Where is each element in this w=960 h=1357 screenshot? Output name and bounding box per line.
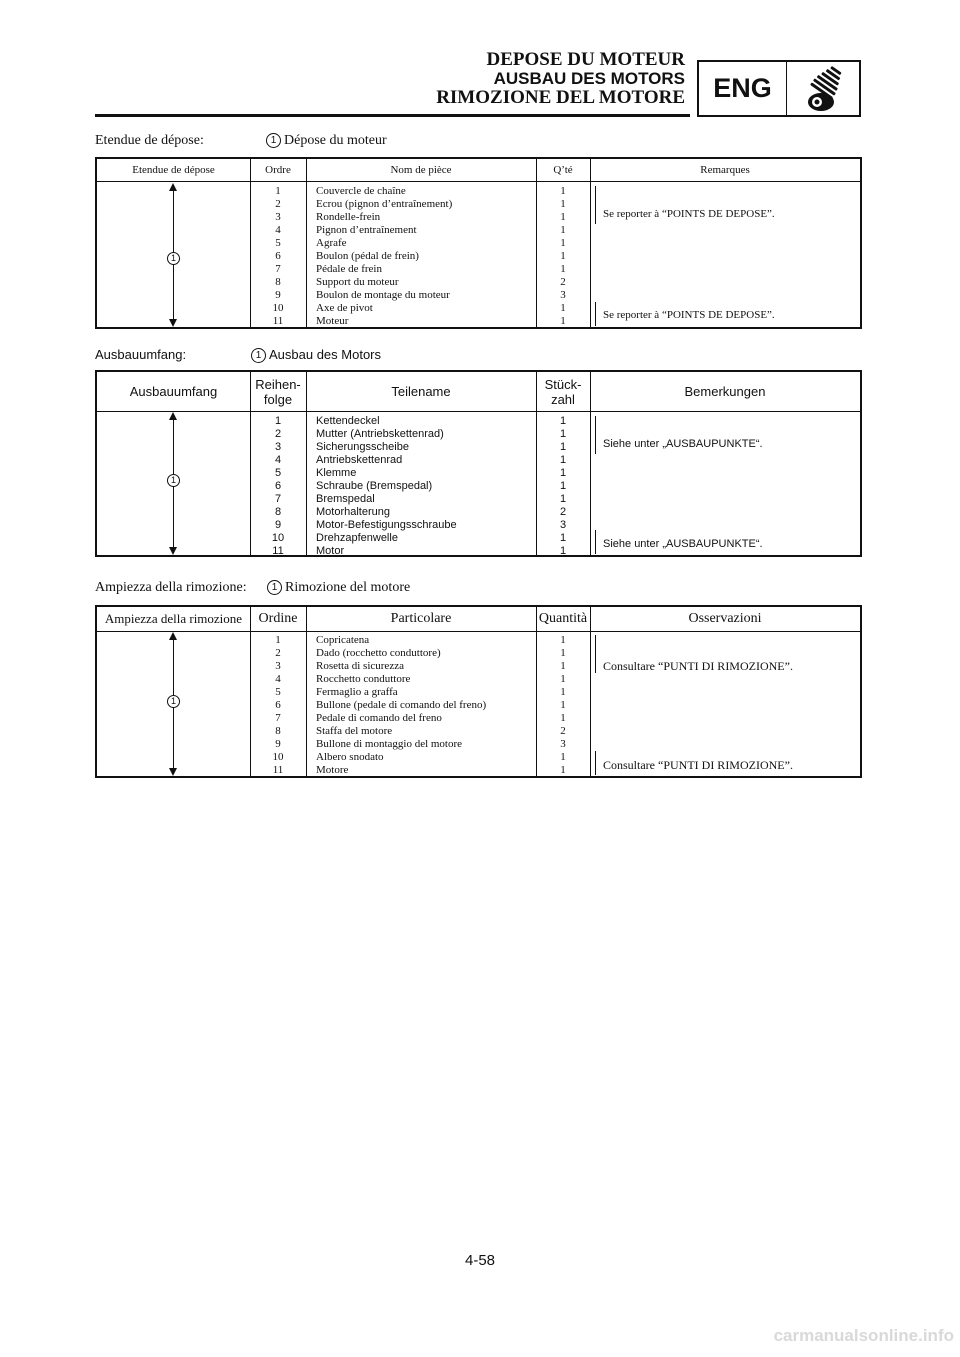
range-caption: Etendue de dépose: [95, 133, 204, 148]
part-name-cell: Moteur [316, 315, 349, 327]
part-name-cell: Bullone di montaggio del motore [316, 738, 463, 750]
remark: Siehe unter „AUSBAUPUNKTE“. [603, 538, 763, 550]
order-column [250, 634, 306, 777]
range-marker: 1 [266, 133, 281, 148]
qty-cell: 2 [560, 725, 566, 737]
remark: Consultare “PUNTI DI RIMOZIONE”. [603, 758, 793, 772]
qty-column [536, 415, 590, 558]
order-cell: 8 [274, 506, 282, 518]
part-name-cell: Boulon de montage du moteur [316, 289, 450, 301]
part-column [316, 415, 457, 558]
order-cell: 1 [275, 634, 281, 646]
order-column [250, 415, 306, 558]
qty-cell: 1 [560, 237, 566, 249]
qty-cell: 1 [560, 302, 566, 314]
qty-cell: 1 [560, 686, 566, 698]
qty-cell: 1 [560, 185, 566, 197]
page-header [436, 50, 685, 107]
part-name-cell: Bullone (pedale di comando del freno) [316, 699, 487, 711]
part-name-cell: Motorhalterung [316, 506, 390, 518]
col-qty: Quantità [538, 611, 588, 626]
title-it: RIMOZIONE DEL MOTORE [436, 87, 685, 108]
col-part: Nom de pièce [390, 164, 452, 176]
col-order: Ordine [258, 611, 298, 626]
qty-cell: 1 [559, 480, 567, 492]
order-cell: 8 [275, 725, 281, 737]
qty-cell: 1 [559, 493, 567, 505]
qty-cell: 1 [560, 315, 566, 327]
qty-cell: 1 [560, 751, 566, 763]
order-cell: 5 [274, 467, 282, 479]
part-name-cell: Motore [316, 764, 349, 776]
order-column [250, 185, 306, 328]
col-remarks: Bemerkungen [684, 384, 766, 399]
range-marker: 1 [267, 580, 282, 595]
qty-cell: 1 [559, 454, 567, 466]
order-cell: 10 [272, 751, 284, 763]
part-name-cell: Pedale di comando del freno [316, 712, 442, 724]
qty-cell: 1 [559, 441, 567, 453]
order-cell: 7 [275, 263, 281, 275]
qty-cell: 1 [560, 250, 566, 262]
part-name-cell: Mutter (Antriebskettenrad) [316, 428, 444, 440]
part-name-cell: Copricatena [316, 634, 370, 646]
qty-cell: 1 [559, 532, 567, 544]
qty-cell: 1 [560, 673, 566, 685]
section-badge [697, 60, 861, 117]
part-name-cell: Pignon d’entraînement [316, 224, 417, 236]
col-part: Teilename [391, 384, 451, 399]
order-cell: 4 [275, 673, 281, 685]
part-name-cell: Ecrou (pignon d’entraînement) [316, 198, 453, 210]
remark: Siehe unter „AUSBAUPUNKTE“. [603, 438, 763, 450]
section-title-fr [95, 133, 695, 151]
part-name-cell: Rocchetto conduttore [316, 673, 411, 685]
part-name-cell: Sicherungsscheibe [316, 441, 409, 453]
qty-cell: 1 [559, 415, 567, 427]
qty-cell: 3 [559, 519, 567, 531]
qty-cell: 1 [560, 764, 566, 776]
order-cell: 2 [275, 198, 281, 210]
section-title-it [95, 580, 695, 598]
title-fr: DEPOSE DU MOTEUR [486, 49, 685, 70]
badge-label: ENG [699, 62, 787, 115]
qty-cell: 1 [560, 634, 566, 646]
order-cell: 4 [275, 224, 281, 236]
order-cell: 4 [274, 454, 282, 466]
range-caption: Ausbauumfang: [95, 347, 187, 362]
qty-cell: 1 [559, 467, 567, 479]
col-part: Particolare [390, 611, 452, 626]
parts-table-it [95, 605, 862, 778]
order-cell: 11 [272, 315, 284, 327]
col-qty: Stück- zahl [544, 376, 582, 407]
qty-cell: 1 [560, 198, 566, 210]
order-cell: 2 [274, 428, 282, 440]
order-cell: 9 [274, 519, 282, 531]
part-name-cell: Rosetta di sicurezza [316, 660, 404, 672]
qty-cell: 3 [560, 738, 566, 750]
part-name-cell: Rondelle-frein [316, 211, 381, 223]
part-name-cell: Albero snodato [316, 751, 384, 763]
part-name-cell: Drehzapfenwelle [316, 532, 398, 544]
order-cell: 5 [275, 686, 281, 698]
qty-cell: 1 [560, 699, 566, 711]
col-order: Ordre [265, 164, 291, 176]
remark: Se reporter à “POINTS DE DEPOSE”. [603, 309, 775, 321]
engine-icon [787, 62, 859, 115]
qty-column [536, 185, 590, 328]
part-name-cell: Kettendeckel [316, 415, 380, 427]
order-cell: 6 [275, 250, 281, 262]
remark: Consultare “PUNTI DI RIMOZIONE”. [603, 659, 793, 673]
qty-cell: 2 [560, 276, 566, 288]
order-cell: 1 [274, 415, 282, 427]
qty-cell: 1 [560, 224, 566, 236]
range-marker: 1 [167, 695, 180, 708]
col-remarks: Osservazioni [688, 611, 762, 626]
part-name-cell: Couvercle de chaîne [316, 185, 406, 197]
section-title-de [95, 347, 695, 365]
qty-cell: 1 [560, 712, 566, 724]
part-name-cell: Boulon (pédal de frein) [316, 250, 419, 262]
parts-table-fr [95, 157, 862, 329]
qty-cell: 2 [559, 506, 567, 518]
order-cell: 10 [272, 302, 284, 314]
part-name-cell: Antriebskettenrad [316, 454, 403, 466]
qty-column [536, 634, 590, 777]
range-marker: 1 [167, 252, 180, 265]
part-name-cell: Dado (rocchetto conduttore) [316, 647, 441, 659]
order-cell: 3 [275, 660, 281, 672]
part-name-cell: Schraube (Bremspedal) [316, 480, 433, 492]
order-cell: 10 [271, 532, 285, 544]
part-name-cell: Axe de pivot [316, 302, 373, 314]
range-caption: Ampiezza della rimozione: [95, 580, 247, 595]
part-name-cell: Staffa del motore [316, 725, 393, 737]
order-cell: 6 [274, 480, 282, 492]
part-name-cell: Bremspedal [316, 493, 375, 505]
order-cell: 7 [274, 493, 282, 505]
table-header [97, 159, 860, 182]
qty-cell: 3 [560, 289, 566, 301]
part-name-cell: Klemme [316, 467, 357, 479]
part-name-cell: Fermaglio a graffa [316, 686, 398, 698]
order-cell: 6 [275, 699, 281, 711]
order-cell: 9 [275, 289, 281, 301]
table-header [97, 372, 860, 412]
qty-cell: 1 [560, 263, 566, 275]
col-remarks: Remarques [700, 164, 750, 176]
page-number: 4-58 [464, 1252, 496, 1269]
parts-table-de [95, 370, 862, 557]
col-qty: Q’té [553, 164, 573, 176]
qty-cell: 1 [559, 428, 567, 440]
col-order: Reihen- folge [255, 376, 301, 407]
part-name-cell: Pédale de frein [316, 263, 382, 275]
range-marker: 1 [167, 474, 180, 487]
header-rule [95, 114, 690, 117]
part-name-cell: Agrafe [316, 237, 347, 249]
title-de: AUSBAU DES MOTORS [493, 69, 685, 88]
part-name-cell: Support du moteur [316, 276, 399, 288]
part-name-cell: Motor-Befestigungsschraube [316, 519, 457, 531]
col-range: Ampiezza della rimozione [104, 611, 243, 626]
remark: Se reporter à “POINTS DE DEPOSE”. [603, 208, 775, 220]
range-label: 1 Ausbau des Motors [251, 347, 381, 363]
range-marker: 1 [251, 348, 266, 363]
range-label: 1 Rimozione del motore [267, 580, 410, 596]
order-cell: 11 [272, 764, 284, 776]
part-column [316, 185, 452, 328]
order-cell: 7 [275, 712, 281, 724]
table-header [97, 607, 860, 632]
col-range: Etendue de dépose [132, 164, 215, 176]
order-cell: 3 [275, 211, 281, 223]
col-range: Ausbauumfang [129, 384, 218, 399]
part-column [316, 634, 486, 777]
order-cell: 5 [275, 237, 281, 249]
qty-cell: 1 [560, 211, 566, 223]
order-cell: 2 [275, 647, 281, 659]
qty-cell: 1 [559, 545, 567, 557]
qty-cell: 1 [560, 647, 566, 659]
order-cell: 8 [275, 276, 281, 288]
qty-cell: 1 [560, 660, 566, 672]
part-name-cell: Motor [316, 545, 345, 557]
order-cell: 11 [272, 545, 284, 557]
order-cell: 1 [275, 185, 281, 197]
order-cell: 9 [275, 738, 281, 750]
order-cell: 3 [274, 441, 282, 453]
watermark: carmanualsonline.info [773, 1326, 954, 1345]
range-label: 1 Dépose du moteur [266, 133, 387, 149]
